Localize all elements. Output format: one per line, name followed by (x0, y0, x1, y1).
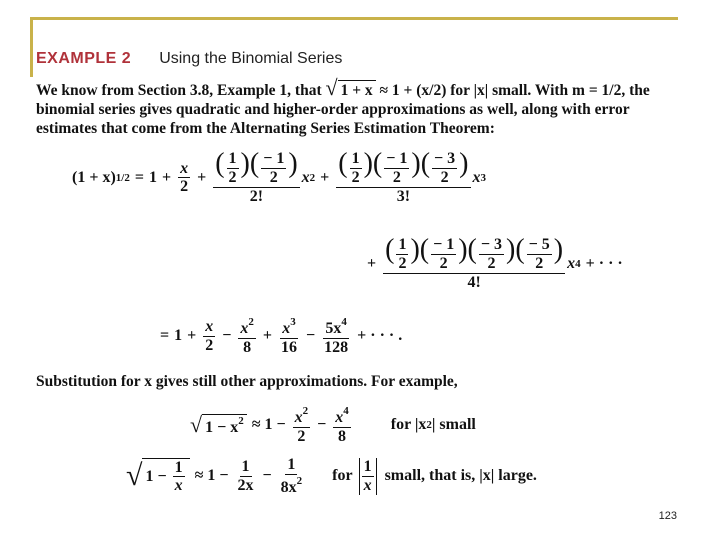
frac-num: − 3 (480, 236, 503, 253)
plus-sign: + (197, 169, 207, 187)
paren: )( (458, 234, 477, 266)
frac-den: 16 (281, 338, 297, 356)
frame-top-rule (30, 17, 678, 20)
paren: )( (363, 148, 383, 180)
frac-num (323, 316, 349, 339)
approx1-t4 (333, 405, 351, 446)
frac-den: 2 (180, 178, 189, 196)
x-var: x (282, 320, 291, 337)
frac-num: 1 (398, 236, 407, 253)
inner-frac (227, 150, 239, 187)
page-number: 123 (658, 510, 677, 522)
intro-paragraph (36, 75, 686, 138)
frac-num: 1 (287, 456, 296, 473)
frac-num: − 5 (528, 236, 550, 253)
approx1-arg-text: 1 − x (205, 418, 239, 436)
frac-den: 2 (398, 254, 407, 272)
approx-1 (190, 405, 476, 446)
term-0: 1 (174, 327, 183, 345)
paren: )( (411, 148, 431, 180)
paren: ( (385, 234, 395, 266)
plus-sign: + (161, 169, 172, 187)
term-4 (322, 316, 350, 357)
paren: )( (506, 234, 525, 266)
exponent: 3 (480, 172, 486, 185)
exponent: 2 (238, 414, 244, 427)
sqrt-icon: √ (126, 459, 143, 493)
x-var: x (240, 320, 249, 337)
frame-left-rule (30, 17, 33, 77)
inner-frac (396, 236, 408, 273)
frac-den: 2 (297, 427, 306, 445)
series-term-4-coef (383, 236, 565, 292)
exponent: 2 (426, 419, 432, 432)
inner-frac (527, 236, 552, 273)
frac-den: 2 (440, 168, 449, 186)
approx2-for: for (332, 467, 353, 485)
frac-den: 2 (535, 254, 544, 272)
series-lhs-exp: 1/2 (115, 172, 130, 185)
series-term-0: 1 (148, 169, 157, 187)
series-term-1 (178, 160, 190, 197)
frac-den: 4! (467, 273, 481, 291)
frac-num: x (205, 318, 214, 335)
series-simplified (155, 316, 407, 357)
exponent: 4 (343, 405, 349, 417)
term-3 (279, 316, 299, 357)
frac-num: − 1 (433, 236, 455, 253)
x-var: x (567, 255, 576, 273)
frac-num: 1 (228, 150, 237, 167)
frac-num (280, 316, 298, 339)
series-row-1 (72, 150, 486, 206)
approx2-t1 (236, 458, 256, 495)
term-1 (203, 318, 215, 355)
inner-frac (261, 150, 286, 187)
minus-sign: − (222, 327, 232, 345)
paren: ( (215, 148, 225, 180)
frac-den: 2! (249, 187, 264, 205)
x-var: x (472, 169, 481, 187)
x-var: x (294, 409, 303, 426)
approx1-cond-end: | small (431, 416, 476, 434)
term-4-num: 5x (325, 320, 342, 337)
series-term-2-coef (213, 150, 299, 206)
sqrt-icon: √ (190, 412, 203, 438)
exponent: 3 (290, 316, 296, 328)
paren: )( (240, 148, 260, 180)
approx1-arg (202, 414, 247, 437)
intro-part1: We know from Section 3.8, Example 1, that (36, 82, 322, 99)
inner-frac (479, 236, 504, 273)
approx2-arg-text: 1 − (145, 467, 167, 485)
frac-num: 1 (363, 458, 372, 475)
plus-sign: + (187, 327, 197, 345)
frac-den: 2 (487, 254, 496, 272)
x-var: x (301, 169, 310, 187)
equals-sign: = (134, 169, 144, 187)
frac-den: x (363, 476, 372, 494)
frac-den: 128 (324, 338, 349, 356)
approx2-t2 (279, 456, 305, 497)
inner-frac (431, 236, 456, 273)
plus-sign: + (367, 255, 377, 273)
frac-num: 1 (351, 150, 360, 167)
series-row-2 (362, 236, 628, 292)
exponent: 2 (296, 474, 303, 487)
intro-sqrt-arg: 1 + x (338, 80, 376, 100)
ellipsis: + · · · (585, 255, 623, 273)
frac-num (213, 150, 299, 188)
approx1-t2 (293, 405, 311, 446)
exponent: 2 (248, 316, 254, 328)
term-2 (238, 316, 256, 357)
exponent: 4 (341, 316, 347, 328)
frac-num (238, 316, 256, 339)
frac-den: 8 (243, 338, 252, 356)
frac-den: 2 (205, 336, 214, 354)
frac-num (383, 236, 565, 274)
exponent: 2 (302, 405, 309, 417)
frac-num: − 3 (434, 150, 456, 167)
frac-den: 8 (337, 427, 346, 445)
frac-den: 2 (439, 254, 448, 272)
approx2-inner-frac (173, 459, 185, 496)
paren: ( (338, 148, 348, 180)
intro-part2: for |x| small. With m = 1/2, the binomial series gives quadratic and higher-order approximations as well, along with error estimates that come from the Alternating Series Estimation Theorem: (36, 82, 650, 137)
approx1-cond: for |x (390, 416, 427, 434)
paren: ) (459, 148, 469, 180)
series-term-3-coef (336, 150, 470, 206)
example-heading (36, 50, 342, 72)
approx-2 (126, 456, 537, 497)
intro-approx: ≈ 1 + (x/2) (379, 82, 447, 99)
frac-num: 1 (241, 458, 250, 475)
frac-num (336, 150, 470, 188)
frac-den: 2 (351, 168, 360, 186)
example-title: Using the Binomial Series (159, 50, 343, 67)
minus-sign: − (306, 327, 316, 345)
x-var: x (335, 409, 344, 426)
approx2-arg (142, 458, 189, 496)
plus-sign: + (320, 169, 330, 187)
paren: )( (410, 234, 430, 266)
frac-den: x (174, 477, 183, 495)
frac-num: 1 (174, 458, 183, 476)
frac-den: 2 (228, 168, 237, 186)
paren: ) (553, 234, 564, 266)
substitution-paragraph: Substitution for x gives still other approximations. For example, (36, 373, 458, 390)
approx2-cond: small, that is, |x| large. (384, 467, 537, 485)
frac-den (279, 475, 305, 497)
inner-frac (350, 150, 362, 187)
ellipsis: + · · · . (357, 327, 403, 345)
approx1-rhs: ≈ 1 − (251, 416, 286, 434)
frac-den: 2 (269, 168, 278, 186)
minus-sign: − (262, 467, 272, 485)
frac-den: 3! (396, 187, 411, 205)
sqrt-icon: √ (325, 75, 338, 100)
approx2-rhs: ≈ 1 − (194, 467, 229, 485)
exponent: 4 (575, 258, 581, 271)
frac-num (293, 405, 311, 428)
inner-frac (432, 150, 457, 187)
frac-den: 2 (392, 168, 401, 186)
frac-num: − 1 (263, 150, 285, 167)
equals-sign: = (160, 327, 170, 345)
exponent: 2 (309, 172, 316, 185)
minus-sign: − (317, 416, 327, 434)
paren: ) (288, 148, 298, 180)
frac-num: − 1 (386, 150, 408, 167)
plus-sign: + (262, 327, 272, 345)
frac-num: x (180, 159, 189, 177)
frac-num (333, 405, 351, 428)
example-label: EXAMPLE 2 (36, 50, 132, 67)
series-lhs: (1 + x) (72, 169, 116, 187)
inner-frac (384, 150, 409, 187)
frac-den: 2x (237, 476, 254, 494)
den-text: 8x (280, 478, 297, 496)
approx2-abs-frac (359, 458, 377, 495)
